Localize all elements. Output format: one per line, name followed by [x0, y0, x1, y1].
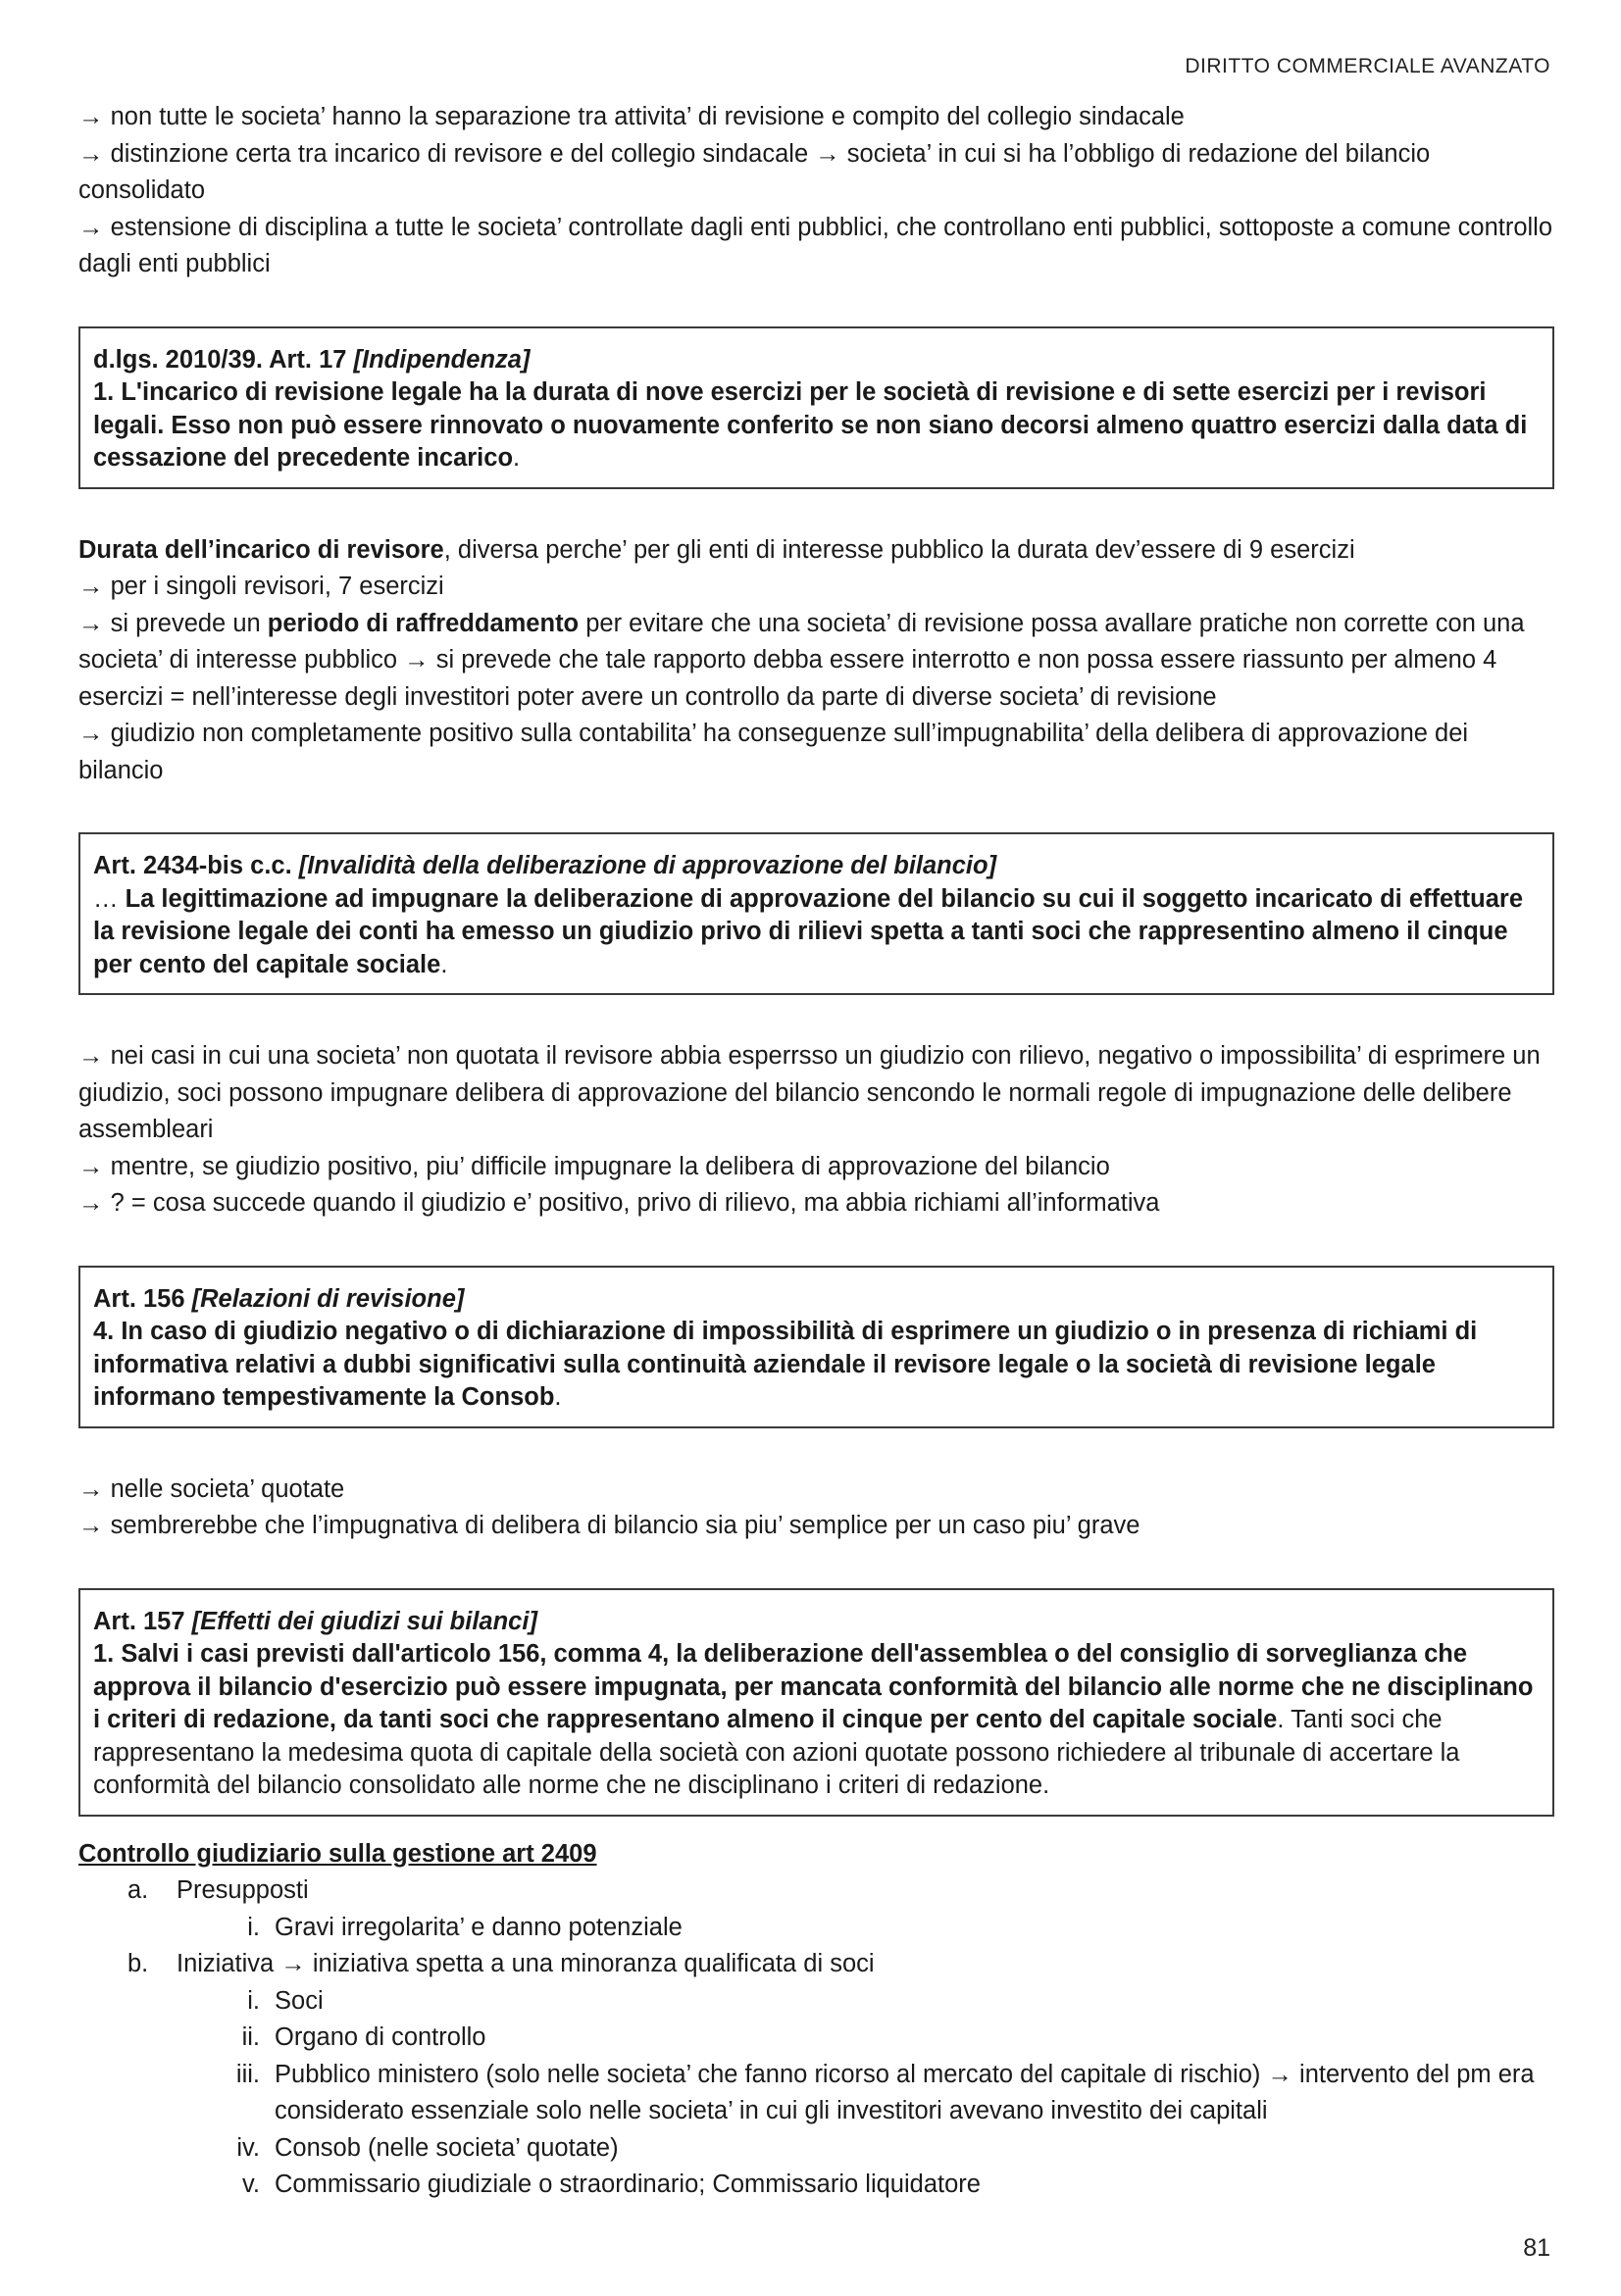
note-line: → giudizio non completamente positivo sulla contabilita’ ha conseguenze sull’impugnabilita’ della delibera di approvazione dei bilancio: [78, 720, 1469, 784]
list-item-label: Presupposti: [177, 1876, 309, 1904]
running-header: DIRITTO COMMERCIALE AVANZATO: [1185, 55, 1550, 77]
outline-item-b: [78, 1946, 1554, 1983]
note-line: → nelle societa’ quotate: [78, 1474, 345, 1503]
law-heading: [93, 850, 1540, 883]
outline-subitem: [78, 2057, 1554, 2130]
outline-subitem: [78, 2130, 1554, 2168]
note-line: → nei casi in cui una societa’ non quotata il revisore abbia esperrsso un giudizio con rilievo, negativo o impossibilita’ di esprimere un giudizio, soci possono impugnare delibera di approvazione del bilancio sencondo le normali regole di impugnazione delle delibere assembleari: [78, 1042, 1541, 1143]
list-item-label: Iniziativa → iniziativa spetta a una minoranza qualificata di soci: [177, 1950, 875, 1977]
outline-subitem: [78, 2020, 1554, 2057]
quotate-notes: [78, 1472, 1554, 1545]
law-heading: [93, 1283, 1540, 1317]
law-reference: Art. 156: [93, 1284, 192, 1313]
outline-list: [78, 1872, 1554, 2204]
note-line: → estensione di disciplina a tutte le societa’ controllate dagli enti pubblici, che controllano enti pubblici, sottoposte a comune controllo dagli enti pubblici: [78, 213, 1553, 277]
note-line: → si prevede un periodo di raffreddamento per evitare che una societa’ di revisione possa avallare pratiche non corrette con una societa’ di interesse pubblico → si prevede che tale rapporto debba essere interrotto e non possa essere riassunto per almeno 4 esercizi = nell’interesse degli investitori poter avere un controllo da parte di diverse societa’ di revisione: [78, 609, 1525, 711]
law-heading: [93, 344, 1540, 377]
law-reference: d.lgs. 2010/39. Art. 17: [93, 345, 354, 374]
law-rubric: [Effetti dei giudizi sui bilanci]: [191, 1607, 537, 1635]
durata-notes: [78, 532, 1554, 790]
outline-item-a: [78, 1872, 1554, 1910]
list-marker: iii.: [235, 2060, 260, 2088]
list-marker: ii.: [241, 2023, 260, 2051]
list-marker: i.: [247, 1913, 260, 1941]
note-line: Durata dell’incarico di revisore, diversa perche’ per gli enti di interesse pubblico la durata dev’essere di 9 esercizi: [78, 535, 1355, 564]
list-marker: v.: [242, 2171, 260, 2198]
list-item-label: Pubblico ministero (solo nelle societa’ che fanno ricorso al mercato del capitale di rischio) → intervento del pm era considerato essenziale solo nelle societa’ in cui gli investitori avevano investito dei capitali: [275, 2060, 1535, 2124]
law-text: 4. In caso di giudizio negativo o di dichiarazione di impossibilità di esprimere un giudizio o in presenza di richiami di informativa relativi a dubbi significativi sulla continuità aziendale il revisore legale o la società di revisione legale informano tempestivamente la Consob.: [93, 1318, 1478, 1411]
law-rubric: [Invalidità della deliberazione di approvazione del bilancio]: [298, 852, 997, 879]
page-number: 81: [1523, 2234, 1550, 2262]
law-heading: [93, 1606, 1540, 1639]
intro-notes: [78, 99, 1554, 283]
page-body: [78, 99, 1554, 2204]
list-item-label: Gravi irregolarita’ e danno potenziale: [275, 1913, 683, 1941]
outline-subitem: [78, 2167, 1554, 2204]
law-box-art-17: [78, 326, 1554, 489]
note-line: → ? = cosa succede quando il giudizio e’ positivo, privo di rilievo, ma abbia richiami all’informativa: [78, 1189, 1160, 1217]
list-marker: b.: [127, 1950, 149, 1977]
note-line: → non tutte le societa’ hanno la separazione tra attivita’ di revisione e compito del collegio sindacale: [78, 103, 1185, 130]
list-item-label: Organo di controllo: [275, 2023, 486, 2051]
list-marker: a.: [127, 1876, 149, 1904]
law-reference: Art. 2434-bis c.c.: [93, 852, 299, 879]
list-item-label: Consob (nelle societa’ quotate): [275, 2133, 619, 2162]
law-text: 1. Salvi i casi previsti dall'articolo 156, comma 4, la deliberazione dell'assemblea o del consiglio di sorveglianza che approva il bilancio d'esercizio può essere impugnata, per mancata conformità del bilancio alle norme che ne disciplinano i criteri di redazione, da tanti soci che rappresentano almeno il cinque per cento del capitale sociale. Tanti soci che rappresentano la medesima quota di capitale della società con azioni quotate possono richiedere al tribunale di accertare la conformità del bilancio consolidato alle norme che ne disciplinano i criteri di redazione.: [93, 1640, 1534, 1799]
note-line: → distinzione certa tra incarico di revisore e del collegio sindacale → societa’ in cui si ha l’obbligo di redazione del bilancio consolidato: [78, 139, 1431, 204]
law-text: … La legittimazione ad impugnare la deliberazione di approvazione del bilancio su cui il soggetto incaricato di effettuare la revisione legale dei conti ha emesso un giudizio privo di rilievi spetta a tanti soci che rappresentino almeno il cinque per cento del capitale sociale.: [93, 884, 1524, 978]
list-marker: iv.: [236, 2133, 260, 2162]
outline-subitem: [78, 1910, 1554, 1947]
outline-subitem: [78, 1983, 1554, 2021]
law-box-art-2434-bis: [78, 832, 1554, 995]
law-text: 1. L'incarico di revisione legale ha la durata di nove esercizi per le società di revisione e di sette esercizi per i revisori legali. Esso non può essere rinnovato o nuovamente conferito se non siano decorsi almeno quattro esercizi dalla data di cessazione del precedente incarico.: [93, 378, 1528, 472]
law-box-art-156: [78, 1266, 1554, 1428]
impugnazione-notes: [78, 1038, 1554, 1223]
note-line: → mentre, se giudizio positivo, piu’ difficile impugnare la delibera di approvazione del bilancio: [78, 1152, 1110, 1180]
list-marker: i.: [247, 1986, 260, 2015]
list-item-label: Soci: [275, 1986, 324, 2015]
outline-section: [78, 1836, 1554, 2204]
note-line: → per i singoli revisori, 7 esercizi: [78, 573, 444, 600]
list-item-label: Commissario giudiziale o straordinario; Commissario liquidatore: [275, 2171, 981, 2198]
note-line: → sembrerebbe che l’impugnativa di delibera di bilancio sia piu’ semplice per un caso piu’ grave: [78, 1512, 1140, 1539]
law-reference: Art. 157: [93, 1607, 192, 1635]
law-rubric: [Relazioni di revisione]: [191, 1284, 465, 1313]
law-rubric: [Indipendenza]: [353, 345, 531, 374]
law-box-art-157: [78, 1588, 1554, 1817]
section-heading: Controllo giudiziario sulla gestione art 2409: [78, 1839, 597, 1868]
